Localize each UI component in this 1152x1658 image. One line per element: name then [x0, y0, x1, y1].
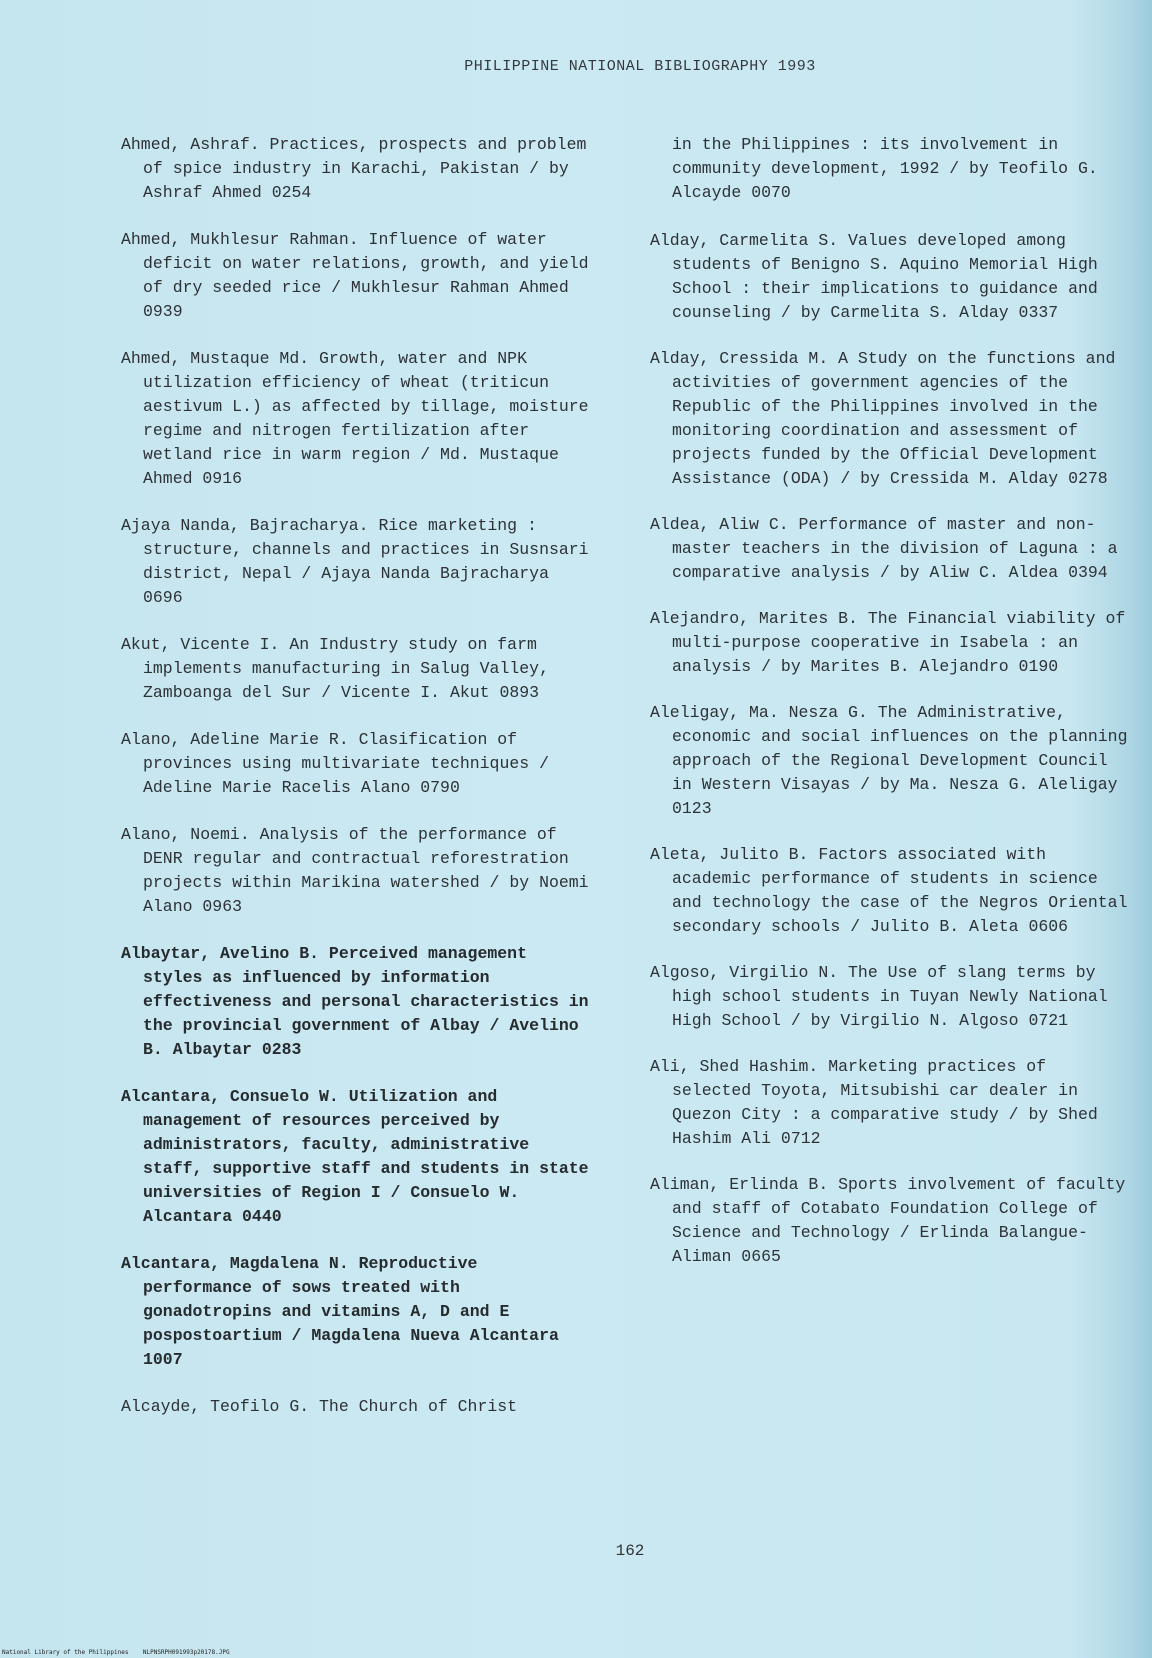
bib-entry: Alejandro, Marites B. The Financial viability of multi-purpose cooperative in Isabela : an analysis / by Marites B. Alejandro 0190 [650, 609, 1126, 676]
right-column [650, 133, 1130, 1291]
bib-entry: Akut, Vicente I. An Industry study on farm implements manufacturing in Salug Valley, Zamboanga del Sur / Vicente I. Akut 0893 [121, 635, 549, 702]
bib-entry: Ahmed, Mukhlesur Rahman. Influence of water deficit on water relations, growth, and yield of dry seeded rice / Mukhlesur Rahman Ahmed 0939 [121, 230, 589, 321]
bib-entry: Aleta, Julito B. Factors associated with academic performance of students in science and technology the case of the Negros Oriental secondary schools / Julito B. Aleta 0606 [650, 845, 1128, 936]
bib-entry: Ahmed, Ashraf. Practices, prospects and problem of spice industry in Karachi, Pakistan / by Ashraf Ahmed 0254 [121, 135, 587, 202]
bib-entry: Alcayde, Teofilo G. The Church of Christ [121, 1397, 518, 1416]
bib-entry: Alano, Adeline Marie R. Clasification of provinces using multivariate techniques / Adeline Marie Racelis Alano 0790 [121, 730, 549, 797]
bib-entry: Aleligay, Ma. Nesza G. The Administrative, economic and social influences on the planning approach of the Regional Development Council in Western Visayas / by Ma. Nesza G. Aleligay 0123 [650, 703, 1128, 818]
page-header: PHILIPPINE NATIONAL BIBLIOGRAPHY 1993 [464, 58, 816, 75]
bib-entry: Aliman, Erlinda B. Sports involvement of faculty and staff of Cotabato Foundation College of Science and Technology / Erlinda Balangue-Aliman 0665 [650, 1175, 1126, 1266]
bib-entry: Albaytar, Avelino B. Perceived management styles as influenced by information effectiveness and personal characteristics in the provincial government of Albay / Avelino B. Albaytar 0283 [121, 944, 589, 1059]
bib-entry: Ajaya Nanda, Bajracharya. Rice marketing : structure, channels and practices in Susnsari district, Nepal / Ajaya Nanda Bajracharya 0696 [121, 516, 589, 607]
left-column [121, 133, 591, 1442]
bib-entry: Ahmed, Mustaque Md. Growth, water and NPK utilization efficiency of wheat (triticun aestivum L.) as affected by tillage, moisture regime and nitrogen fertilization after wetland rice in warm region / Md. Mustaque Ahmed 0916 [121, 349, 589, 488]
bib-entry-continuation: in the Philippines : its involvement in community development, 1992 / by Teofilo G. Alcayde 0070 [672, 135, 1098, 202]
bib-entry: Algoso, Virgilio N. The Use of slang terms by high school students in Tuyan Newly National High School / by Virgilio N. Algoso 0721 [650, 963, 1108, 1030]
page-number: 162 [615, 1542, 645, 1560]
bib-entry: Alano, Noemi. Analysis of the performance of DENR regular and contractual reforestration projects within Marikina watershed / by Noemi Alano 0963 [121, 825, 589, 916]
bib-entry: Alday, Cressida M. A Study on the functions and activities of government agencies of the Republic of the Philippines involved in the monitoring coordination and assessment of projects funded by the Official Development Assistance (ODA) / by Cressida M. Alday 0278 [650, 349, 1116, 488]
bib-entry: Aldea, Aliw C. Performance of master and non-master teachers in the division of Laguna : a comparative analysis / by Aliw C. Aldea 0394 [650, 515, 1118, 582]
bib-entry: Alcantara, Consuelo W. Utilization and management of resources perceived by administrators, faculty, administrative staff, supportive staff and students in state universities of Region I / Consuelo W. Alcantara 0440 [121, 1087, 589, 1226]
bib-entry: Ali, Shed Hashim. Marketing practices of selected Toyota, Mitsubishi car dealer in Quezon City : a comparative study / by Shed Hashim Ali 0712 [650, 1057, 1098, 1148]
bib-entry: Alday, Carmelita S. Values developed among students of Benigno S. Aquino Memorial High School : their implications to guidance and counseling / by Carmelita S. Alday 0337 [650, 231, 1098, 322]
bib-entry: Alcantara, Magdalena N. Reproductive performance of sows treated with gonadotropins and vitamins A, D and E pospostoartium / Magdalena Nueva Alcantara 1007 [121, 1254, 559, 1369]
scan-footer: National Library of the Philippines NLPNSRPH091993p20178.JPG [2, 1649, 230, 1656]
